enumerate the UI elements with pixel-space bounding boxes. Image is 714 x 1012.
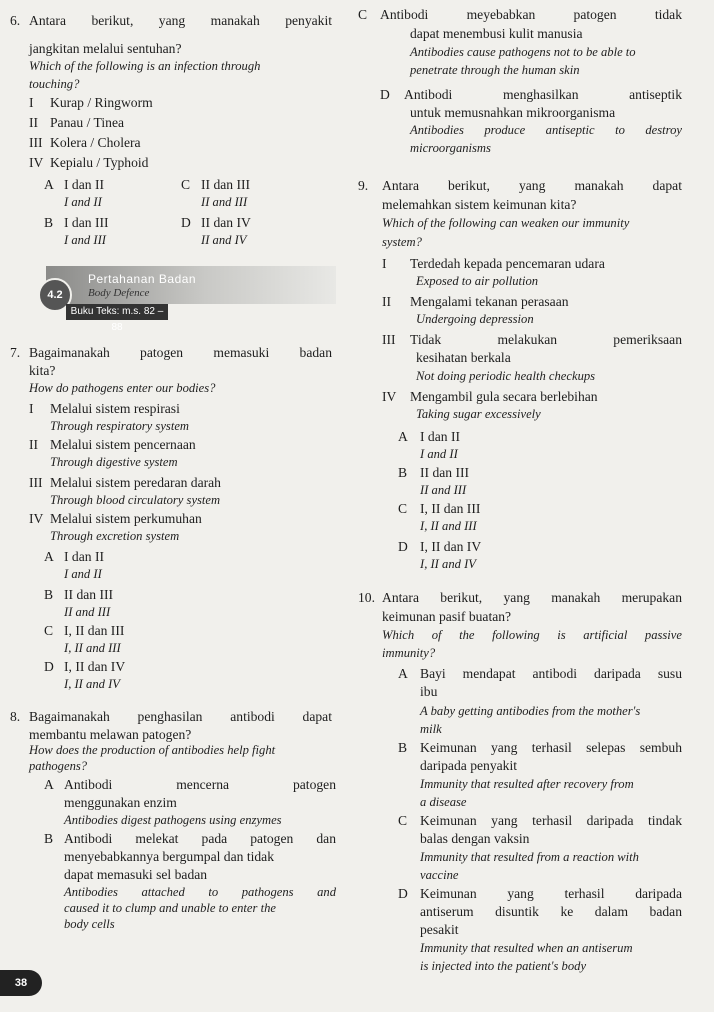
option-c-en: vaccine bbox=[420, 868, 459, 882]
item-text: Melalui sistem perkumuhan bbox=[50, 511, 202, 526]
stem-en: pathogens? bbox=[29, 759, 88, 773]
option-c-en: Antibodies cause pathogens not to be able to bbox=[410, 45, 636, 59]
option-a[interactable]: Antibodi mencerna patogen bbox=[64, 777, 336, 792]
option-b[interactable]: Antibodi melekat pada patogen dan bbox=[64, 831, 336, 846]
option-d[interactable]: II dan IV bbox=[201, 215, 251, 230]
option-b-en: Immunity that resulted after recovery from bbox=[420, 777, 634, 791]
option-a-en: I and II bbox=[420, 447, 458, 461]
question-number: 8. bbox=[10, 709, 21, 724]
question-number: 9. bbox=[358, 178, 369, 193]
stem-ms: jangkitan melalui sentuhan? bbox=[29, 41, 182, 56]
option-letter[interactable]: B bbox=[44, 215, 54, 230]
option-b-en: Antibodies attached to pathogens and bbox=[64, 885, 336, 899]
option-a[interactable]: menggunakan enzim bbox=[64, 795, 177, 810]
stem-ms: kita? bbox=[29, 363, 56, 378]
topic-number-badge: 4.2 bbox=[38, 278, 72, 312]
option-d[interactable]: pesakit bbox=[420, 922, 459, 937]
topic-subtitle: Body Defence bbox=[88, 287, 150, 299]
option-c-en: I, II and III bbox=[64, 641, 121, 655]
item-number: IV bbox=[29, 155, 44, 170]
option-a[interactable]: I dan II bbox=[64, 549, 105, 564]
item-number: I bbox=[29, 401, 34, 416]
option-c[interactable]: balas dengan vaksin bbox=[420, 831, 530, 846]
option-a[interactable]: I dan II bbox=[420, 429, 461, 444]
option-c[interactable]: II dan III bbox=[201, 177, 251, 192]
option-d[interactable]: antiserum disuntik ke dalam badan bbox=[420, 904, 682, 919]
item-text-en: Exposed to air pollution bbox=[416, 274, 539, 288]
stem-en: How does the production of antibodies help fight bbox=[29, 743, 276, 757]
item-text-en: Taking sugar excessively bbox=[416, 407, 541, 421]
option-b[interactable]: dapat memasuki sel badan bbox=[64, 867, 208, 882]
option-a[interactable]: Bayi mendapat antibodi daripada susu bbox=[420, 666, 682, 681]
item-number: IV bbox=[29, 511, 44, 526]
item-text-en: Through blood circulatory system bbox=[50, 493, 221, 507]
option-c[interactable]: I, II dan III bbox=[420, 501, 481, 516]
page-number: 38 bbox=[0, 970, 42, 996]
item-number: III bbox=[382, 332, 396, 347]
option-letter[interactable]: D bbox=[398, 539, 408, 554]
option-b-en: body cells bbox=[64, 917, 115, 931]
item-number: III bbox=[29, 475, 43, 490]
question-number: 10. bbox=[358, 590, 375, 605]
option-c[interactable]: Keimunan yang terhasil daripada tindak bbox=[420, 813, 682, 828]
option-d[interactable]: Keimunan yang terhasil daripada bbox=[420, 886, 682, 901]
item-number: I bbox=[29, 95, 34, 110]
option-b-en: caused it to clump and unable to enter the bbox=[64, 901, 276, 915]
option-letter[interactable]: A bbox=[398, 429, 408, 444]
option-a-en: I and II bbox=[64, 567, 102, 581]
item-text-en: Through excretion system bbox=[50, 529, 180, 543]
option-letter[interactable]: C bbox=[398, 813, 408, 828]
option-d-en: Antibodies produce antiseptic to destroy bbox=[410, 123, 682, 137]
option-c-en: penetrate through the human skin bbox=[410, 63, 580, 77]
option-letter[interactable]: C bbox=[44, 623, 54, 638]
topic-banner bbox=[46, 266, 336, 304]
item-number: I bbox=[382, 256, 387, 271]
stem-en: immunity? bbox=[382, 646, 436, 660]
option-b-en: a disease bbox=[420, 795, 467, 809]
item-text-en: Through respiratory system bbox=[50, 419, 189, 433]
option-b[interactable]: menyebabkannya bergumpal dan tidak bbox=[64, 849, 275, 864]
option-letter[interactable]: A bbox=[44, 177, 54, 192]
item-text: Mengalami tekanan perasaan bbox=[410, 294, 569, 309]
option-a-en: A baby getting antibodies from the mother's bbox=[420, 704, 641, 718]
option-d-en: microorganisms bbox=[410, 141, 491, 155]
option-letter[interactable]: D bbox=[44, 659, 54, 674]
item-text-en: Not doing periodic health checkups bbox=[416, 369, 596, 383]
item-text: Mengambil gula secara berlebihan bbox=[410, 389, 598, 404]
option-b-en: II and III bbox=[420, 483, 467, 497]
option-b[interactable]: I dan III bbox=[64, 215, 109, 230]
option-c[interactable]: Antibodi meyebabkan patogen tidak bbox=[380, 7, 682, 22]
item-number: IV bbox=[382, 389, 397, 404]
option-c-en: II and III bbox=[201, 195, 248, 209]
option-d-en: is injected into the patient's body bbox=[420, 959, 587, 973]
stem-en: Which of the following can weaken our immunity bbox=[382, 216, 630, 230]
option-b[interactable]: II dan III bbox=[420, 465, 470, 480]
stem-en: system? bbox=[382, 235, 422, 249]
option-b-en: I and III bbox=[64, 233, 106, 247]
stem-ms: membantu melawan patogen? bbox=[29, 727, 192, 742]
stem-ms: Antara berikut, yang manakah dapat bbox=[382, 178, 682, 193]
option-d-en: Immunity that resulted when an antiserum bbox=[420, 941, 633, 955]
option-letter[interactable]: C bbox=[181, 177, 191, 192]
item-text: Kepialu / Typhoid bbox=[50, 155, 149, 170]
option-a[interactable]: I dan II bbox=[64, 177, 105, 192]
option-b[interactable]: daripada penyakit bbox=[420, 758, 518, 773]
option-c[interactable]: I, II dan III bbox=[64, 623, 125, 638]
option-letter[interactable]: A bbox=[398, 666, 408, 681]
textbook-reference: Buku Teks: m.s. 82 – 88 bbox=[66, 304, 168, 320]
question-number: 6. bbox=[10, 13, 21, 28]
stem-en: touching? bbox=[29, 77, 80, 91]
stem-ms: Bagaimanakah penghasilan antibodi dapat bbox=[29, 709, 332, 724]
option-letter[interactable]: D bbox=[380, 87, 390, 102]
item-text: Panau / Tinea bbox=[50, 115, 125, 130]
item-number: III bbox=[29, 135, 43, 150]
item-text: kesihatan berkala bbox=[416, 350, 511, 365]
stem-ms: Bagaimanakah patogen memasuki badan bbox=[29, 345, 332, 360]
item-text: Melalui sistem peredaran darah bbox=[50, 475, 221, 490]
option-a[interactable]: ibu bbox=[420, 684, 438, 699]
option-letter[interactable]: C bbox=[358, 7, 368, 22]
item-number: II bbox=[382, 294, 392, 309]
stem-ms: keimunan pasif buatan? bbox=[382, 609, 512, 624]
item-text: Terdedah kepada pencemaran udara bbox=[410, 256, 605, 271]
option-d[interactable]: untuk memusnahkan mikroorganisma bbox=[410, 105, 616, 120]
item-text: Kurap / Ringworm bbox=[50, 95, 153, 110]
topic-header bbox=[38, 266, 336, 333]
stem-ms: melemahkan sistem keimunan kita? bbox=[382, 197, 577, 212]
item-text-en: Undergoing depression bbox=[416, 312, 534, 326]
option-b[interactable]: Keimunan yang terhasil selepas sembuh bbox=[420, 740, 682, 755]
question-number: 7. bbox=[10, 345, 21, 360]
item-number: II bbox=[29, 437, 39, 452]
option-d[interactable]: Antibodi menghasilkan antiseptik bbox=[404, 87, 682, 102]
item-text: Tidak melakukan pemeriksaan bbox=[410, 332, 682, 347]
option-a-en: milk bbox=[420, 722, 442, 736]
option-b[interactable]: II dan III bbox=[64, 587, 114, 602]
stem-en: Which of the following is an infection through bbox=[29, 59, 261, 73]
option-letter[interactable]: B bbox=[44, 587, 54, 602]
stem-ms: Antara berikut, yang manakah penyakit bbox=[29, 13, 332, 28]
option-d-en: I, II and IV bbox=[420, 557, 476, 571]
stem-en: How do pathogens enter our bodies? bbox=[29, 381, 216, 395]
option-letter[interactable]: A bbox=[44, 777, 54, 792]
topic-title: Pertahanan Badan bbox=[88, 272, 197, 286]
option-letter[interactable]: D bbox=[181, 215, 191, 230]
option-c-en: Immunity that resulted from a reaction with bbox=[420, 850, 639, 864]
option-d[interactable]: I, II dan IV bbox=[420, 539, 482, 554]
option-d[interactable]: I, II dan IV bbox=[64, 659, 126, 674]
option-c[interactable]: dapat menembusi kulit manusia bbox=[410, 26, 583, 41]
stem-ms: Antara berikut, yang manakah merupakan bbox=[382, 590, 682, 605]
option-d-en: I, II and IV bbox=[64, 677, 120, 691]
item-text: Kolera / Cholera bbox=[50, 135, 141, 150]
option-d-en: II and IV bbox=[201, 233, 247, 247]
option-letter[interactable]: C bbox=[398, 501, 408, 516]
option-b-en: II and III bbox=[64, 605, 111, 619]
item-text: Melalui sistem respirasi bbox=[50, 401, 180, 416]
stem-en: Which of the following is artificial passive bbox=[382, 628, 682, 642]
option-letter[interactable]: B bbox=[398, 740, 408, 755]
option-letter[interactable]: D bbox=[398, 886, 408, 901]
option-letter[interactable]: B bbox=[44, 831, 54, 846]
item-text-en: Through digestive system bbox=[50, 455, 178, 469]
option-a-en: Antibodies digest pathogens using enzymes bbox=[64, 813, 282, 827]
option-c-en: I, II and III bbox=[420, 519, 477, 533]
option-letter[interactable]: B bbox=[398, 465, 408, 480]
item-number: II bbox=[29, 115, 39, 130]
option-a-en: I and II bbox=[64, 195, 102, 209]
item-text: Melalui sistem pencernaan bbox=[50, 437, 196, 452]
option-letter[interactable]: A bbox=[44, 549, 54, 564]
